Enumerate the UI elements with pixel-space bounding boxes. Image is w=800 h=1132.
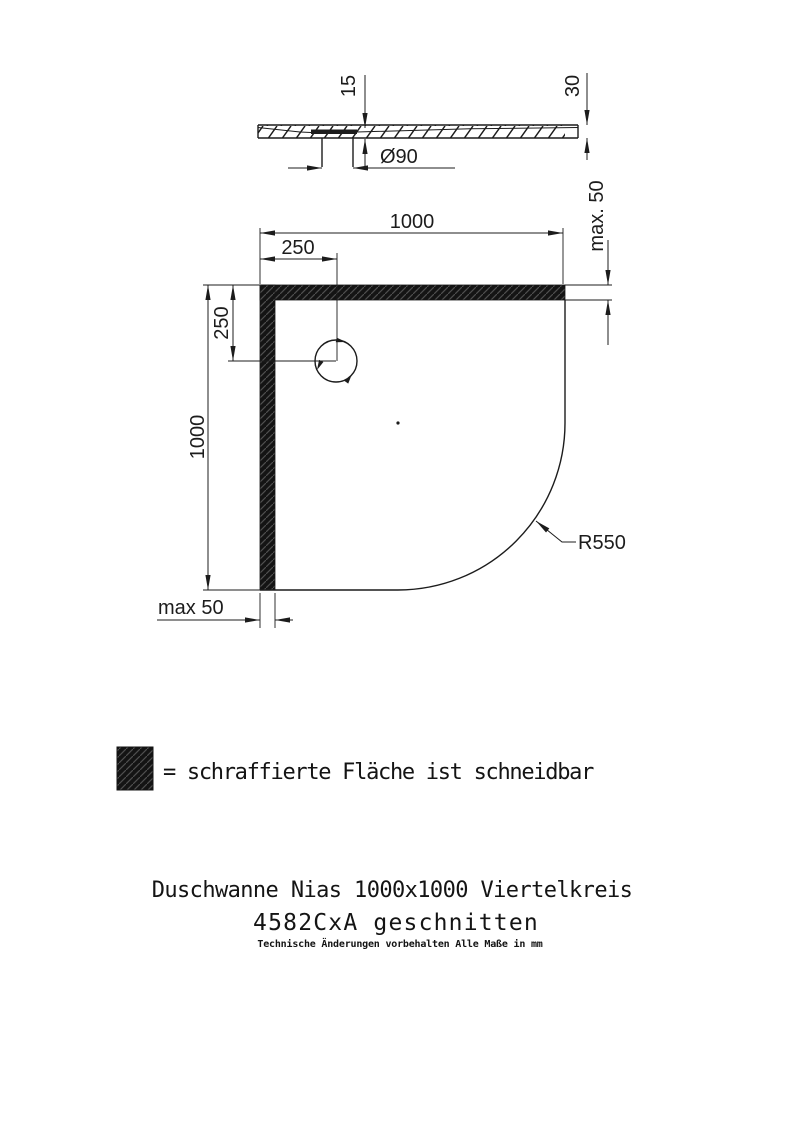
- dim-drain-x-label: 250: [281, 237, 315, 259]
- dimension-drain-diameter: [288, 146, 455, 168]
- dimension-max50-bottom: [157, 593, 293, 628]
- section-drain-body: [322, 138, 353, 167]
- plan-cut-band-left: [260, 285, 275, 590]
- dim-width-label: 1000: [389, 211, 435, 233]
- dim-diameter-label: Ø90: [380, 146, 418, 168]
- plan-cut-band-top: [260, 285, 565, 300]
- title-block: [152, 878, 633, 950]
- dim-drain-y-label: 250: [211, 306, 233, 340]
- title-line1: Duschwanne Nias 1000x1000 Viertelkreis: [151, 878, 633, 903]
- dim-30-label: 30: [562, 74, 584, 98]
- section-slab-hatch: [258, 125, 565, 138]
- plan-tray-outline: [260, 300, 565, 590]
- dimension-drain-x-250: [260, 237, 337, 259]
- legend-label: = schraffierte Fläche ist schneidbar: [163, 760, 594, 785]
- legend-hatch-swatch: [117, 747, 153, 790]
- dim-max50-bottom-label: max 50: [158, 597, 224, 619]
- dimension-drain-y-250: [211, 285, 233, 361]
- plan-view: [157, 180, 626, 628]
- section-drain-flange: [311, 130, 357, 135]
- plan-arc-center-mark: [396, 421, 399, 424]
- dimension-30: [562, 73, 587, 160]
- dimension-max50-right: [565, 180, 612, 345]
- title-note: Technische Änderungen vorbehalten Alle Maße in mm: [257, 939, 543, 950]
- dimension-15: [338, 75, 365, 170]
- section-view: [258, 73, 587, 170]
- title-line2: 4582CxA geschnitten: [253, 910, 539, 936]
- dim-height-label: 1000: [187, 414, 209, 460]
- dim-radius-label: R550: [578, 532, 626, 554]
- legend: [117, 747, 594, 790]
- plan-drain-extension-lines: [228, 253, 337, 361]
- dimension-radius-r550: [536, 521, 626, 554]
- dim-15-label: 15: [338, 74, 360, 98]
- dim-max50-right-label: max. 50: [586, 180, 608, 252]
